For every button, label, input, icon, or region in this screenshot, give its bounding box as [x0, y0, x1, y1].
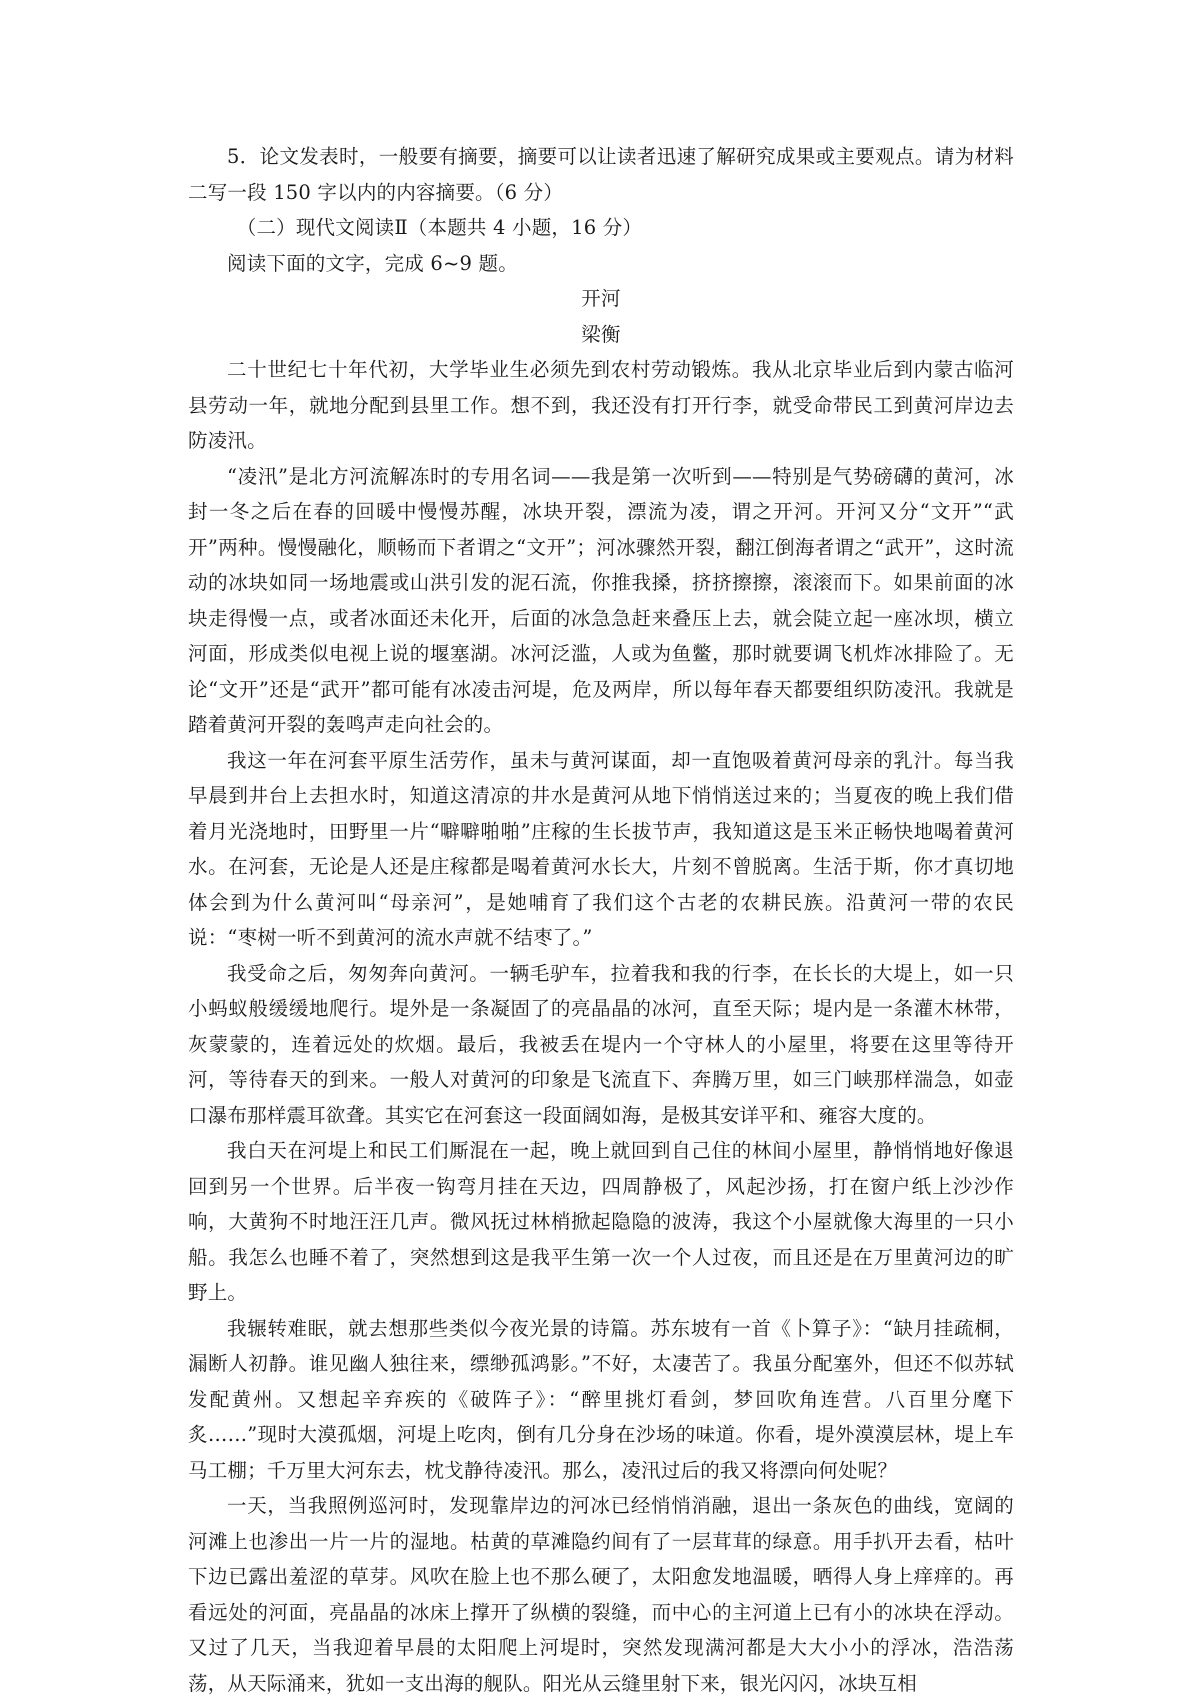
article-paragraph: 我受命之后，匆匆奔向黄河。一辆毛驴车，拉着我和我的行李，在长长的大堤上，如一只小蚂蚁般缓缓地爬行。堤外是一条凝固了的亮晶晶的冰河，直至天际；堤内是一条灌木林带，灰蒙蒙的，连着远处的炊烟。最后，我被丢在堤内一个守林人的小屋里，将要在这里等待开河，等待春天的到来。一般人对黄河的印象是飞流直下、奔腾万里，如三门峡那样湍急，如壶口瀑布那样震耳欲聋。其实它在河套这一段面阔如海，是极其安详平和、雍容大度的。 [188, 961, 1014, 1127]
article-paragraph: 我白天在河堤上和民工们厮混在一起，晚上就回到自己住的林间小屋里，静悄悄地好像退回到另一个世界。后半夜一钩弯月挂在天边，四周静极了，风起沙扬，打在窗户纸上沙沙作响，大黄狗不时地汪汪几声。微风抚过林梢掀起隐隐的波涛，我这个小屋就像大海里的一只小船。我怎么也睡不着了，突然想到这是我平生第一次一个人过夜，而且还是在万里黄河边的旷野上。 [188, 1139, 1014, 1304]
article-paragraph: 我辗转难眠，就去想那些类似今夜光景的诗篇。苏东坡有一首《卜算子》：“缺月挂疏桐，漏断人初静。谁见幽人独往来，缥缈孤鸿影。”不好，太凄苦了。我虽分配塞外，但还不似苏轼发配黄州。又想起辛弃疾的《破阵子》：“醉里挑灯看剑，梦回吹角连营。八百里分麾下炙……”现时大漠孤烟，河堤上吃肉，倒有几分身在沙场的味道。你看，堤外漠漠层林，堤上车马工棚；千万里大河东去，枕戈静待凌汛。那么，凌汛过后的我又将漂向何处呢？ [188, 1316, 1014, 1482]
article-author: 梁衡 [581, 322, 621, 346]
article-title: 开河 [581, 287, 621, 310]
article-paragraph: 我这一年在河套平原生活劳作，虽未与黄河谋面，却一直饱吸着黄河母亲的乳汁。每当我早晨到井台上去担水时，知道这清凉的井水是黄河从地下悄悄送过来的；当夏夜的晚上我们借着月光浇地时，田野里一片“噼噼啪啪”庄稼的生长拔节声，我知道这是玉米正畅快地喝着黄河水。在河套，无论是人还是庄稼都是喝着黄河水长大，片刻不曾脱离。生活于斯，你才真切地体会到为什么黄河叫“母亲河”，是她哺育了我们这个古老的农耕民族。沿黄河一带的农民说：“枣树一听不到黄河的流水声就不结枣了。” [188, 748, 1014, 949]
reading-instruction: 阅读下面的文字，完成 6~9 题。 [227, 251, 518, 275]
document-page [188, 139, 1014, 1701]
question-5: 5．论文发表时，一般要有摘要，摘要可以让读者迅速了解研究成果或主要观点。请为材料二写一段 150 字以内的内容摘要。（6 分） [188, 145, 1014, 204]
article-paragraph: 二十世纪七十年代初，大学毕业生必须先到农村劳动锻炼。我从北京毕业后到内蒙古临河县劳动一年，就地分配到县里工作。想不到，我还没有打开行李，就受命带民工到黄河岸边去防凌汛。 [188, 358, 1014, 452]
article-paragraph: “凌汛”是北方河流解冻时的专用名词——我是第一次听到——特别是气势磅礴的黄河，冰封一冬之后在春的回暖中慢慢苏醒，冰块开裂，漂流为凌，谓之开河。开河又分“文开”“武开”两种。慢慢融化，顺畅而下者谓之“文开”；河冰骤然开裂，翻江倒海者谓之“武开”，这时流动的冰块如同一场地震或山洪引发的泥石流，你推我搡，挤挤擦擦，滚滚而下。如果前面的冰块走得慢一点，或者冰面还未化开，后面的冰急急赶来叠压上去，就会陡立起一座冰坝，横立河面，形成类似电视上说的堰塞湖。冰河泛滥，人或为鱼鳖，那时就要调飞机炸冰排险了。无论“文开”还是“武开”都可能有冰凌击河堤，危及两岸，所以每年春天都要组织防凌汛。我就是踏着黄河开裂的轰鸣声走向社会的。 [188, 464, 1014, 736]
section-heading: （二）现代文阅读Ⅱ（本题共 4 小题，16 分） [236, 216, 643, 239]
article-paragraph: 一天，当我照例巡河时，发现靠岸边的河冰已经悄悄消融，退出一条灰色的曲线，宽阔的河滩上也渗出一片一片的湿地。枯黄的草滩隐约间有了一层茸茸的绿意。用手扒开去看，枯叶下边已露出羞涩的草芽。风吹在脸上也不那么硬了，太阳愈发地温暖，晒得人身上痒痒的。再看远处的河面，亮晶晶的冰床上撑开了纵横的裂缝，而中心的主河道上已有小的冰块在浮动。又过了几天，当我迎着早晨的太阳爬上河堤时，突然发现满河都是大大小小的浮冰，浩浩荡荡，从天际涌来，犹如一支出海的舰队。阳光从云缝里射下来，银光闪闪，冰块互相 [188, 1494, 1014, 1695]
